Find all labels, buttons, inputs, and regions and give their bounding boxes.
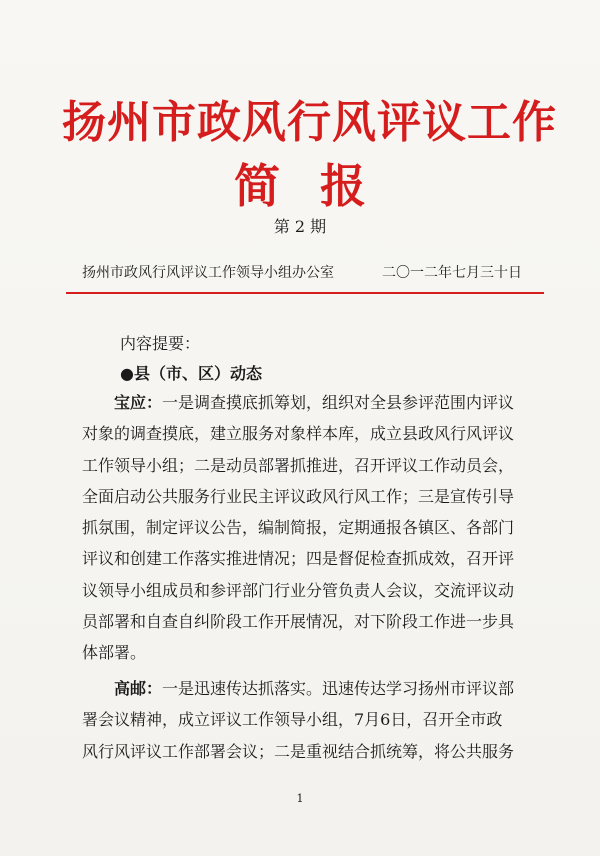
paragraph-line: 评议和创建工作落实推进情况；四是督促检查抓成效，召开评 bbox=[82, 549, 515, 569]
paragraph-line: 抓氛围，制定评议公告，编制简报，定期通报各镇区、各部门 bbox=[82, 518, 515, 538]
bulletin-subtitle: 简报 bbox=[234, 159, 406, 213]
paragraph-baoying bbox=[82, 387, 530, 669]
paragraph-line: 体部署。 bbox=[82, 643, 147, 663]
paragraph-line: 对象的调查摸底，建立服务对象样本库，成立县政风行风评议 bbox=[82, 424, 515, 444]
paragraph-line: 全面启动公共服务行业民主评议政风行风工作；三是宣传引导 bbox=[82, 486, 515, 506]
paragraph-line: 署会议精神，成立评议工作领导小组，7月6日，召开全市政 bbox=[82, 710, 503, 730]
paragraph-line: 工作领导小组；二是动员部署抓推进，召开评议工作动员会， bbox=[82, 455, 515, 475]
bulletin-title: 扬州市政风行风评议工作 bbox=[62, 97, 557, 148]
issue-number: 第 2 期 bbox=[273, 217, 327, 236]
paragraph-line: 风行风评议工作部署会议；二是重视结合抓统筹，将公共服务 bbox=[82, 741, 515, 761]
issue-date: 二〇一二年七月三十日 bbox=[382, 265, 522, 281]
header-divider bbox=[66, 292, 544, 294]
paragraph-line: 议领导小组成员和参评部门行业分管负责人会议，交流评议动 bbox=[82, 580, 515, 600]
paragraph-line: 宝应：一是调查摸底抓筹划，组织对全县参评范围内评议 bbox=[114, 393, 515, 412]
paragraph-line: 员部署和自查自纠阶段工作开展情况，对下阶段工作进一步具 bbox=[82, 612, 515, 632]
paragraph-gaoyou bbox=[82, 673, 530, 767]
paragraph-lead: 宝应： bbox=[114, 393, 163, 412]
section-heading bbox=[120, 361, 262, 384]
page-number: 1 bbox=[296, 792, 304, 805]
paragraph-line: 高邮：一是迅速传达抓落实。迅速传达学习扬州市评议部 bbox=[114, 679, 515, 698]
bullet-icon: ● bbox=[120, 364, 134, 383]
issuing-organization: 扬州市政风行风评议工作领导小组办公室 bbox=[82, 265, 334, 281]
section-title: 县（市、区）动态 bbox=[133, 364, 262, 383]
paragraph-lead: 高邮： bbox=[114, 679, 163, 698]
summary-label: 内容提要： bbox=[120, 334, 201, 353]
